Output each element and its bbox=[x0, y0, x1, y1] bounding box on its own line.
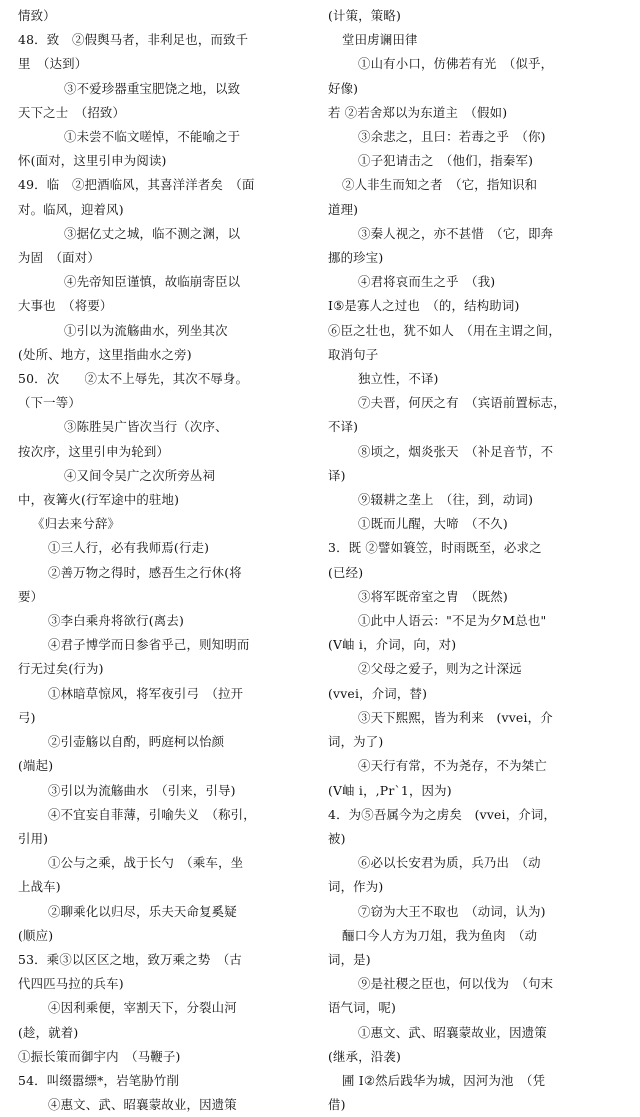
left-text-line: ④不宜妄自菲薄，引喻失义 （称引， bbox=[48, 806, 256, 822]
right-text-line: 取消句子 bbox=[328, 346, 379, 362]
right-text-line: (vvei，介词，替) bbox=[328, 685, 428, 701]
left-text-line: ①未尝不临文嗟悼，不能喻之于 bbox=[64, 129, 241, 145]
left-text-line: 53．乘③以区区之地，致万乘之势 （古 bbox=[18, 951, 243, 967]
left-column bbox=[18, 4, 308, 1113]
right-text-line: 酾口今人方为刀俎，我为鱼肉 （动 bbox=[342, 927, 538, 943]
right-text-line: ③秦人视之，亦不甚惜 （它，即奔 bbox=[358, 225, 554, 241]
right-text-line: 被) bbox=[328, 830, 346, 846]
right-text-line: ①惠文、武、昭襄蒙故业，因遗策 bbox=[358, 1024, 547, 1040]
right-text-line: ⑦夫晋，何厌之有 （宾语前置标志， bbox=[358, 395, 566, 411]
left-text-line: 要） bbox=[18, 588, 44, 604]
right-text-line: 3．既 ②譬如簑笠，时雨既至，必求之 bbox=[328, 540, 542, 556]
left-text-line: 50．次 ②太不上辱先，其次不辱身。 bbox=[18, 371, 249, 387]
left-text-line: ①公与之乘，战于长勺 （乘车，坐 bbox=[48, 855, 244, 871]
right-text-line: ②人非生而知之者 （它，指知识和 bbox=[342, 177, 538, 193]
right-text-line: 若 ②若舍郑以为东道主 （假如) bbox=[328, 104, 508, 120]
right-text-line: (已经) bbox=[328, 564, 364, 580]
left-text-line: ③据亿丈之城，临不测之渊，以 bbox=[64, 225, 241, 241]
left-text-line: ③不爱珍器重宝肥饶之地，以致 bbox=[64, 80, 241, 96]
left-text-line: 为固 （面对） bbox=[18, 250, 100, 266]
right-text-line: ⑨是社稷之臣也，何以伐为 （句末 bbox=[358, 976, 554, 992]
right-text-line: I⑤是寡人之过也 （的，结构助词) bbox=[328, 298, 520, 314]
left-text-line: 代四匹马拉的兵车) bbox=[18, 976, 124, 992]
left-text-line: (端起) bbox=[18, 758, 54, 774]
left-text-line: (趁，就着) bbox=[18, 1024, 79, 1040]
right-text-line: ①既而儿醒，大啼 （不久) bbox=[358, 516, 508, 532]
right-text-line: 堂田虏谰田律 bbox=[342, 32, 418, 48]
left-text-line: (顺应) bbox=[18, 927, 54, 943]
right-text-line: ④君将哀而生之乎 （我) bbox=[358, 274, 496, 290]
right-text-line: ④天行有常，不为尧存，不为桀亡 bbox=[358, 758, 547, 774]
right-text-line: ⑥臣之壮也，犹不如人 （用在主谓之间， bbox=[328, 322, 562, 338]
right-text-line: (V岫 i，介词，向，对) bbox=[328, 637, 457, 653]
right-text-line: ③天下熙熙，皆为利来 (vvei，介 bbox=[358, 709, 553, 725]
left-text-line: ④君子博学而日参省乎己，则知明而 bbox=[48, 637, 250, 653]
right-text-line: (继承，沿袭) bbox=[328, 1048, 402, 1064]
right-text-line: ③将军既帝室之胄 （既然) bbox=[358, 588, 508, 604]
right-text-line: 4．为⑤吾属今为之虏矣 (vvei，介词， bbox=[328, 806, 557, 822]
left-text-line: 49．临 ②把酒临风，其喜洋洋者矣 （面 bbox=[18, 177, 255, 193]
right-text-line: 好像) bbox=[328, 80, 359, 96]
right-text-line: ⑦窃为大王不取也 （动词，认为) bbox=[358, 903, 546, 919]
left-text-line: ④又间令吴广之次所旁丛祠 bbox=[64, 467, 216, 483]
right-text-line: 词，为了) bbox=[328, 734, 384, 750]
left-text-line: 里 （达到） bbox=[18, 56, 88, 72]
right-text-line: ⑧顷之，烟炎张天 （补足音节，不 bbox=[358, 443, 554, 459]
right-text-line: 不译) bbox=[328, 419, 359, 435]
left-text-line: ②引壶觞以自酌，眄庭柯以怡颜 bbox=[48, 734, 225, 750]
left-text-line: ②聊乘化以归尽，乐夫天命复奚疑 bbox=[48, 903, 237, 919]
left-text-line: 上战车) bbox=[18, 879, 61, 895]
left-text-line: ③引以为流觞曲水 （引来，引导) bbox=[48, 782, 236, 798]
left-text-line: ②善万物之得时，感吾生之行休(将 bbox=[48, 564, 242, 580]
right-text-line: ⑥必以长安君为质，兵乃出 （动 bbox=[358, 855, 541, 871]
left-text-line: 大事也 （将要） bbox=[18, 298, 113, 314]
left-text-line: 中，夜篝火(行军途中的驻地) bbox=[18, 492, 180, 508]
left-text-line: （下一等） bbox=[18, 395, 81, 411]
right-text-line: ①山有小口，仿佛若有光 （似乎， bbox=[358, 56, 554, 72]
right-text-line: 道理) bbox=[328, 201, 359, 217]
right-text-line: 词，作为) bbox=[328, 879, 384, 895]
left-text-line: ③李白乘舟将欲行(离去) bbox=[48, 613, 184, 629]
right-text-line: ①子犯请击之 （他们，指秦军) bbox=[358, 153, 534, 169]
right-text-line: ②父母之爱子，则为之计深远 bbox=[358, 661, 522, 677]
left-text-line: 行无过矣(行为) bbox=[18, 661, 104, 677]
right-text-line: (计策，策略) bbox=[328, 8, 402, 23]
right-text-line: ⑨辍耕之垄上 （往，到，动词) bbox=[358, 492, 534, 508]
right-text-line: 独立性，不译) bbox=[358, 371, 439, 387]
right-text-line: ③余悲之，且曰：若毒之乎 （你) bbox=[358, 129, 546, 145]
left-text-line: 48．致 ②假舆马者，非利足也，而致千 bbox=[18, 32, 249, 48]
right-text-line: (V岫 i，,Pr`1，因为) bbox=[328, 782, 452, 798]
left-text-line: ④先帝知臣谨慎，故临崩寄臣以 bbox=[64, 274, 241, 290]
right-column bbox=[328, 4, 628, 1113]
right-text-line: ①此中人语云："不足为夕M总也" bbox=[358, 613, 547, 629]
left-text-line: 54．叫缀嚣缥*，岩笔胁竹削 bbox=[18, 1072, 180, 1088]
left-text-line: ①三人行，必有我师焉(行走) bbox=[48, 540, 210, 556]
left-text-line: ①振长策而御宇内 （马鞭子) bbox=[18, 1048, 181, 1064]
right-text-line: 借) bbox=[328, 1097, 346, 1113]
right-text-line: 译) bbox=[328, 467, 346, 483]
left-text-line: 情致） bbox=[18, 8, 56, 23]
left-text-line: 弓) bbox=[18, 709, 36, 725]
left-text-line: ④惠文、武、昭襄蒙故业，因遗策 bbox=[48, 1097, 237, 1113]
right-text-line: 挪的珍宝) bbox=[328, 250, 384, 266]
right-text-line: 语气词，呢) bbox=[328, 1000, 396, 1016]
left-text-line: 对。临风，迎着风) bbox=[18, 201, 124, 217]
left-text-line: 引用) bbox=[18, 830, 49, 846]
left-text-line: ①引以为流觞曲水，列坐其次 bbox=[64, 322, 228, 338]
left-text-line: ③陈胜吴广皆次当行（次序、 bbox=[64, 419, 228, 435]
left-text-line: (处所、地方，这里指曲水之旁) bbox=[18, 346, 192, 362]
left-text-line: 天下之士 （招致） bbox=[18, 104, 126, 120]
left-text-line: 《归去来兮辞》 bbox=[32, 516, 121, 532]
left-text-line: 怀(面对，这里引申为阅读) bbox=[18, 153, 167, 169]
right-text-line: 圃 I②然后践华为城，因河为池 （凭 bbox=[342, 1072, 546, 1088]
left-text-line: 按次序，这里引申为轮到） bbox=[18, 443, 170, 459]
left-text-line: ①林暗草惊风，将军夜引弓 （拉开 bbox=[48, 685, 244, 701]
right-text-line: 词，是) bbox=[328, 951, 371, 967]
left-text-line: ④因利乘便，宰割天下，分裂山河 bbox=[48, 1000, 237, 1016]
